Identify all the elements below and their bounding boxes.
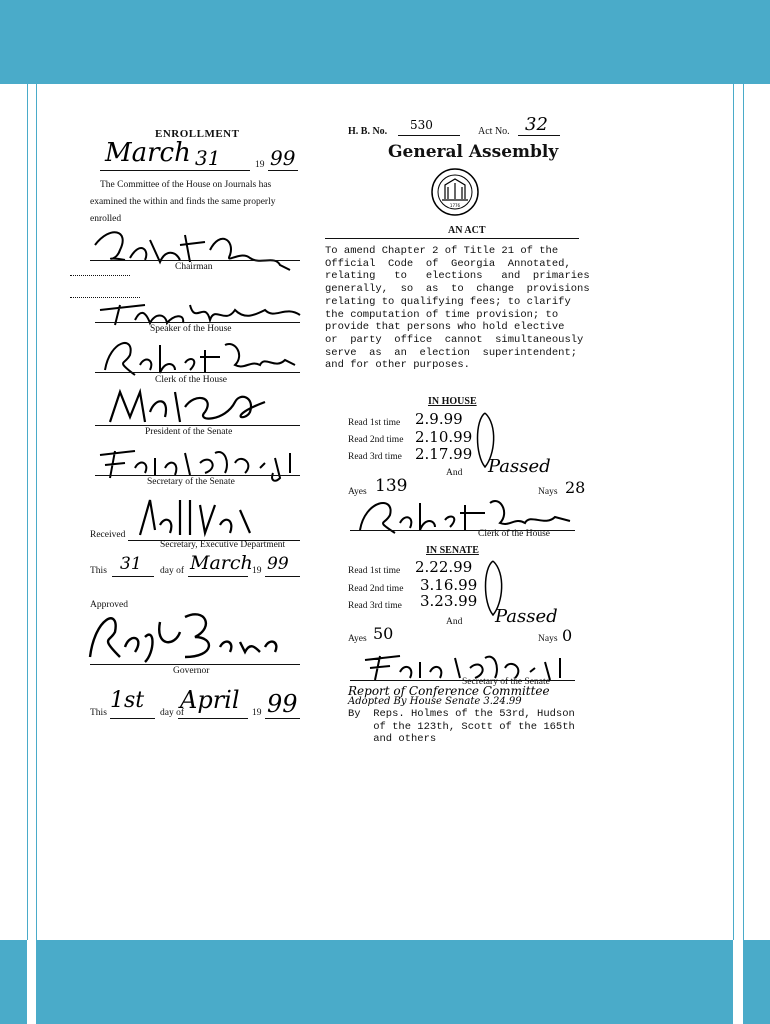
left-outer-rule	[27, 84, 28, 940]
enroll-year-prefix: 19	[255, 160, 265, 170]
enroll-month: March	[105, 138, 191, 168]
senate-ayes-label: Ayes	[348, 634, 367, 644]
house-passed: Passed	[488, 456, 551, 477]
in-house-heading: IN HOUSE	[428, 396, 477, 407]
enrollment-heading: ENROLLMENT	[155, 128, 240, 140]
act-number-line	[518, 135, 560, 136]
received-this-label: This	[90, 566, 107, 576]
secretary-senate-right-label: Secretary of the Senate	[462, 677, 550, 687]
received-day: 31	[120, 554, 142, 574]
speaker-line	[95, 322, 300, 323]
in-senate-heading: IN SENATE	[426, 545, 479, 556]
house-read-1-date: 2.9.99	[415, 410, 463, 428]
general-assembly-title: General Assembly	[388, 142, 559, 162]
secretary-senate-line	[95, 475, 300, 476]
clerk-label: Clerk of the House	[155, 375, 228, 385]
act-number: 32	[525, 114, 548, 135]
chairman-label: Chairman	[175, 262, 213, 272]
an-act-rule	[325, 238, 579, 239]
speaker-label: Speaker of the House	[150, 324, 232, 334]
left-inner-rule	[36, 84, 37, 940]
hb-number-line	[398, 135, 460, 136]
enroll-year-line	[268, 170, 298, 171]
clerk-house-label: Clerk of the House	[478, 529, 551, 539]
house-ayes: 139	[375, 476, 408, 496]
approved-day: 1st	[110, 688, 145, 713]
received-label: Received	[90, 530, 126, 540]
enroll-date-line	[100, 170, 250, 171]
bottom-banner-left	[0, 940, 27, 1024]
approved-month-line	[178, 718, 248, 719]
governor-signature	[85, 607, 285, 667]
received-day-line	[112, 576, 154, 577]
house-read-1-label: Read 1st time	[348, 418, 401, 428]
bottom-banner	[36, 940, 733, 1024]
conference-note-line-1: Report of Conference Committee	[348, 684, 550, 698]
governor-line	[90, 664, 300, 665]
svg-text:1776: 1776	[449, 203, 461, 208]
approved-year: 99	[267, 690, 298, 718]
house-and-label: And	[446, 468, 463, 478]
senate-read-2-date: 3.16.99	[420, 576, 478, 594]
enroll-year: 99	[270, 146, 296, 170]
house-read-2-date: 2.10.99	[415, 428, 473, 446]
house-read-3-label: Read 3rd time	[348, 452, 402, 462]
senate-and-label: And	[446, 617, 463, 627]
president-signature	[105, 382, 285, 427]
received-month: March	[190, 552, 253, 574]
right-outer-rule	[743, 84, 744, 940]
hb-number: 530	[410, 118, 433, 132]
senate-read-1-label: Read 1st time	[348, 566, 401, 576]
top-banner	[0, 0, 770, 84]
senate-nays-label: Nays	[538, 634, 558, 644]
approved-year-line	[265, 718, 300, 719]
act-body-text: To amend Chapter 2 of Title 21 of the Official Code of Georgia Annotated, relating to elections and primaries generally, so as to change provisions relating to qualifying fees; to clarify the computation of time provision; to provide that persons who hold elective or party office cannot simultaneously serve as an election superintendent; and for other purposes.	[325, 245, 590, 372]
senate-ayes: 50	[373, 624, 394, 643]
received-month-line	[188, 576, 248, 577]
secretary-senate-label: Secretary of the Senate	[147, 477, 235, 487]
clerk-signature	[95, 335, 305, 380]
approved-day-of-label: day of	[160, 708, 185, 718]
committee-text-line-1: The Committee of the House on Journals has	[100, 180, 272, 190]
governor-label: Governor	[173, 666, 210, 676]
approved-label: Approved	[90, 600, 128, 610]
president-label: President of the Senate	[145, 427, 233, 437]
approved-this-label: This	[90, 708, 107, 718]
president-line	[95, 425, 300, 426]
approved-year-prefix: 19	[252, 708, 262, 718]
senate-read-1-date: 2.22.99	[415, 558, 473, 576]
enroll-day: 31	[195, 146, 221, 170]
conference-note-line-2: Adopted By House Senate 3.24.99	[348, 696, 522, 707]
approved-month: April	[180, 686, 240, 714]
house-nays: 28	[565, 478, 586, 497]
smudge-line-1	[70, 275, 130, 276]
received-year-prefix: 19	[252, 566, 262, 576]
senate-read-3-date: 3.23.99	[420, 592, 478, 610]
senate-nays: 0	[562, 626, 573, 645]
approved-day-line	[110, 718, 155, 719]
received-year-line	[265, 576, 300, 577]
senate-read-2-label: Read 2nd time	[348, 584, 404, 594]
received-year: 99	[267, 554, 289, 574]
right-inner-rule	[733, 84, 734, 940]
clerk-line	[95, 372, 300, 373]
house-ayes-label: Ayes	[348, 487, 367, 497]
scanned-document	[70, 110, 610, 770]
senate-passed: Passed	[495, 606, 558, 627]
sponsors-text: By Reps. Holmes of the 53rd, Hudson of the 123th, Scott of the 165th and others	[348, 708, 575, 746]
state-seal-icon	[430, 167, 480, 217]
house-read-2-label: Read 2nd time	[348, 435, 404, 445]
exec-dept-label: Secretary, Executive Department	[160, 540, 286, 550]
house-read-3-date: 2.17.99	[415, 445, 473, 463]
house-nays-label: Nays	[538, 487, 558, 497]
an-act-heading: AN ACT	[448, 225, 486, 236]
exec-secretary-signature	[130, 495, 260, 540]
bottom-banner-right	[743, 940, 770, 1024]
chairman-line	[90, 260, 300, 261]
received-day-of-label: day of	[160, 566, 185, 576]
hb-label: H. B. No.	[348, 126, 388, 137]
senate-read-3-label: Read 3rd time	[348, 601, 402, 611]
committee-text-line-2: examined the within and finds the same properly	[90, 197, 276, 207]
committee-text-line-3: enrolled	[90, 214, 122, 224]
act-label: Act No.	[478, 126, 510, 137]
